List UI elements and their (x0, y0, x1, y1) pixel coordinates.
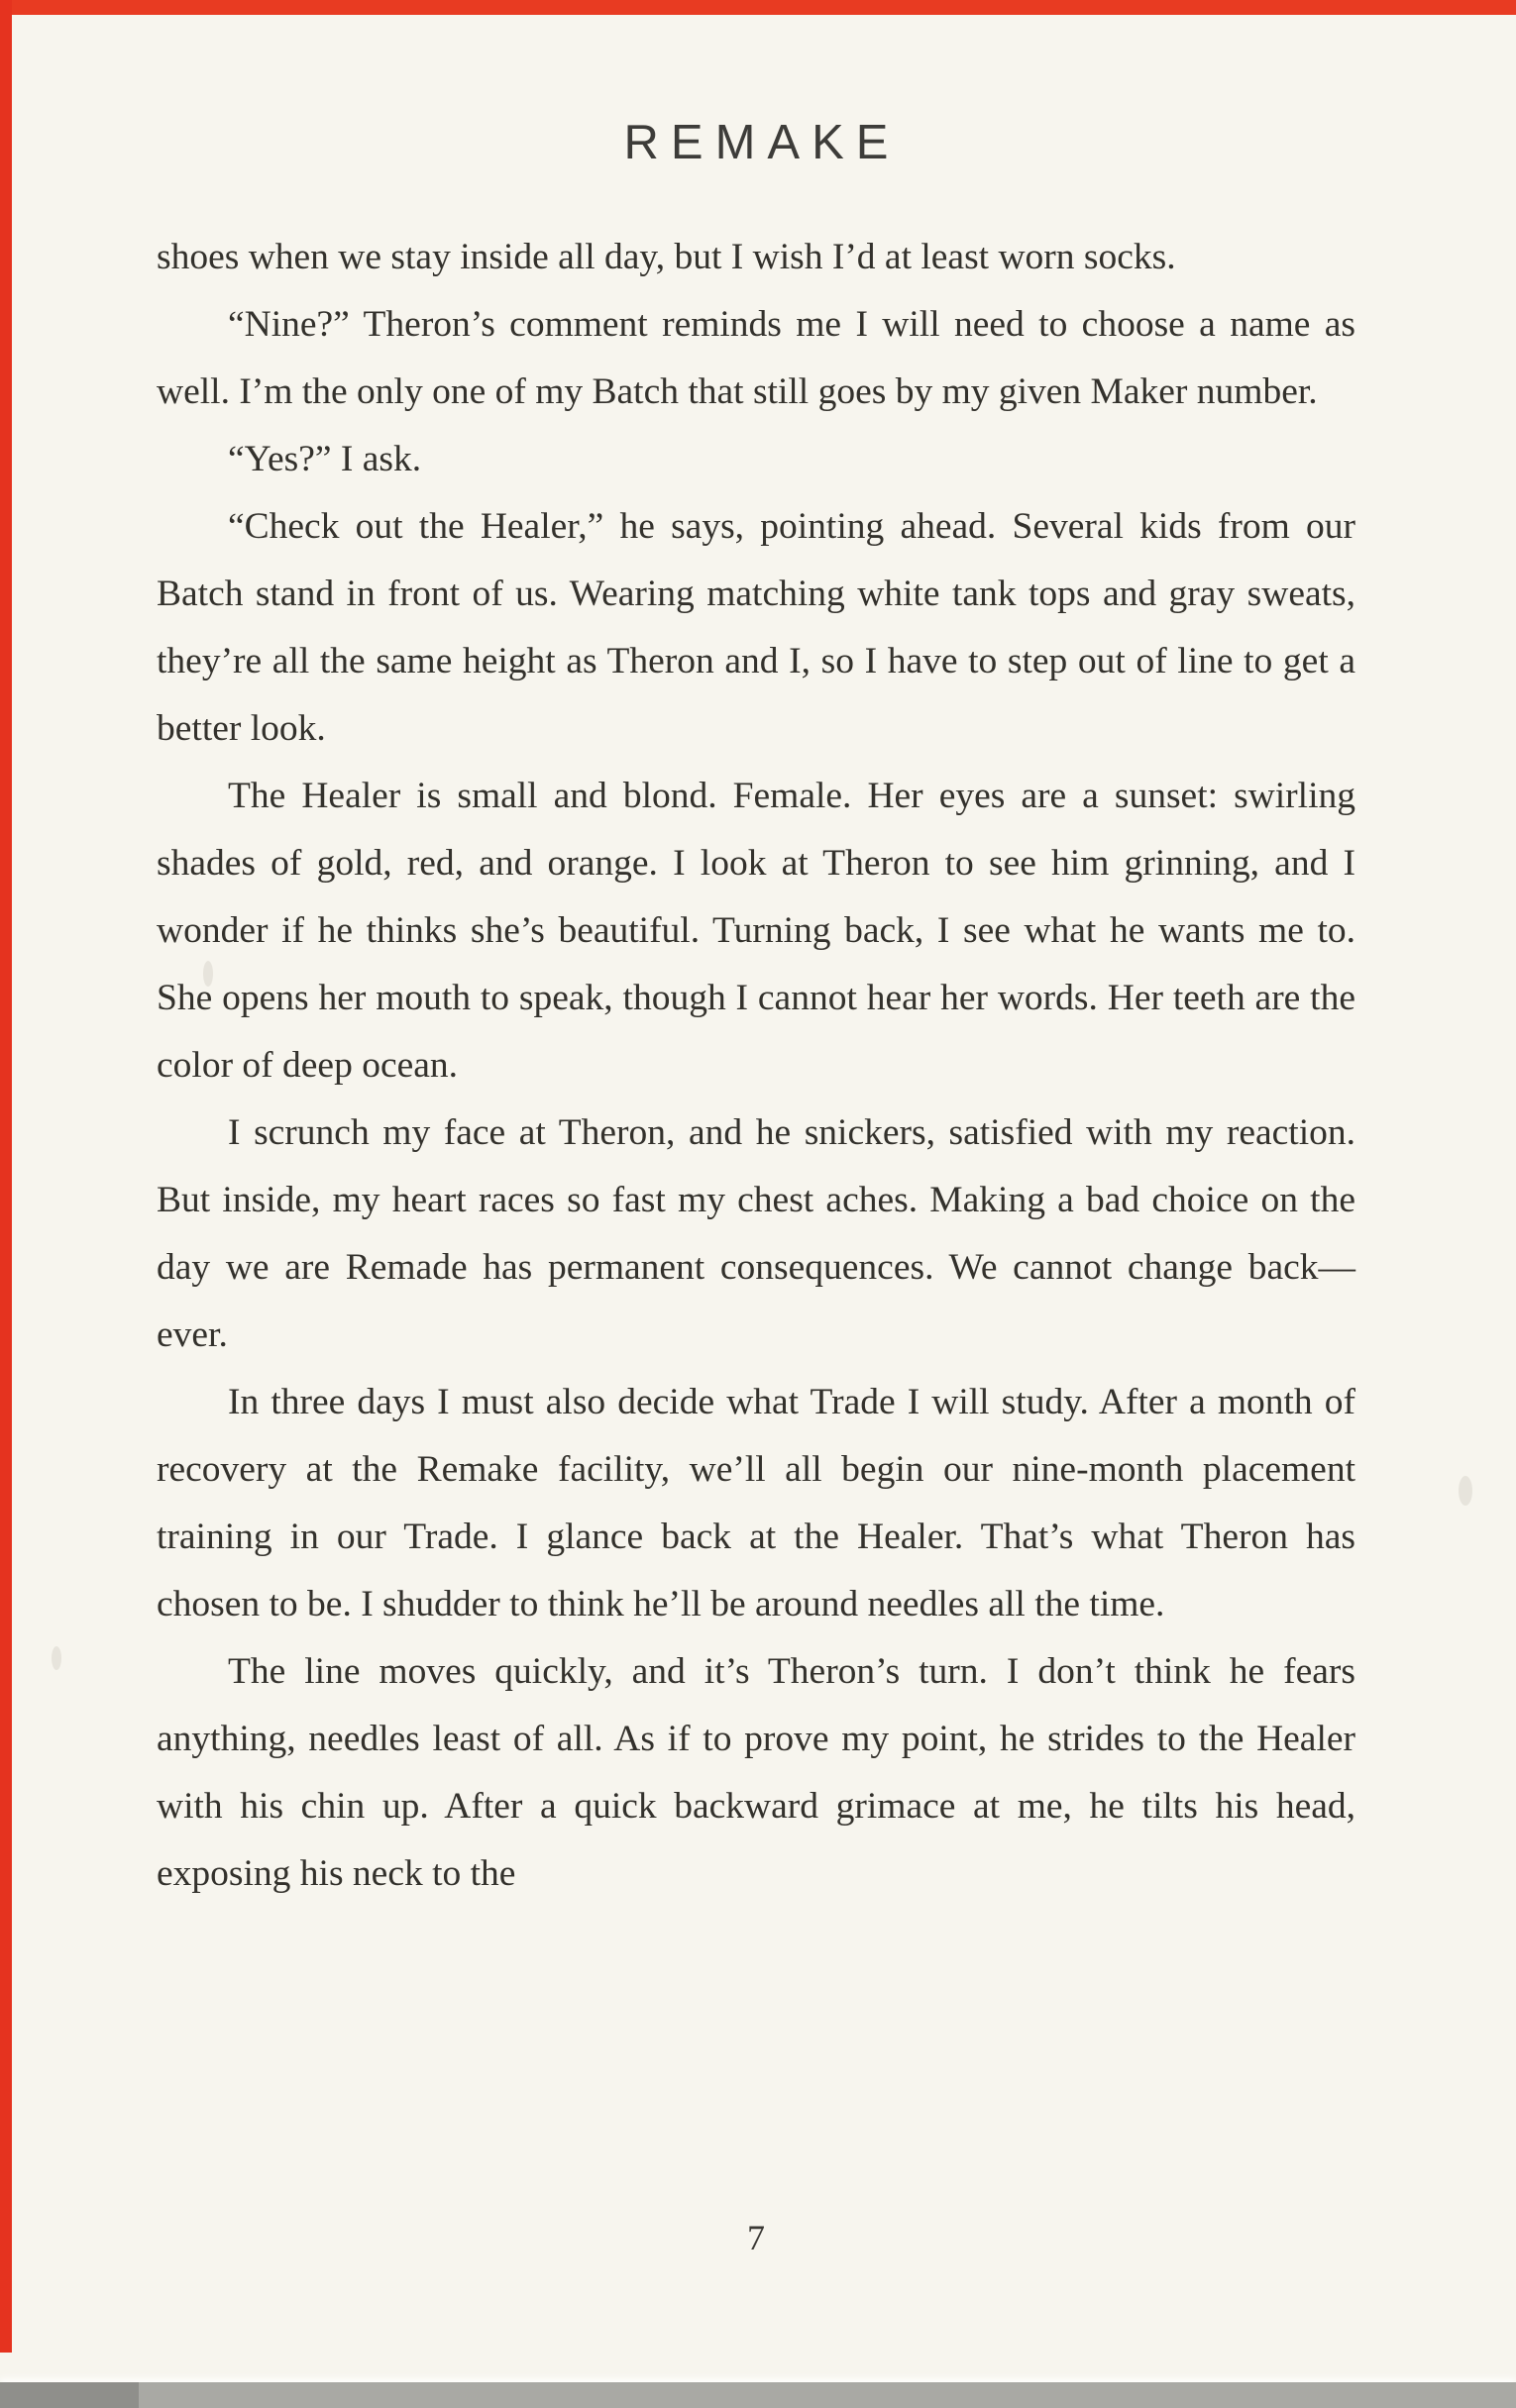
running-head-title: REMAKE (623, 116, 901, 169)
paragraph: “Check out the Healer,” he says, pointing ahead. Several kids from our Batch stand in front of us. Wearing matching white tank tops and gray sweats, they’re all the same height as Theron and I, so I have to step out of line to get a better look. (157, 506, 1355, 749)
paper-blemish (1459, 1476, 1472, 1506)
paragraph: shoes when we stay inside all day, but I wish I’d at least worn socks. (157, 237, 1176, 277)
paragraph: I scrunch my face at Theron, and he snickers, satisfied with my reaction. But inside, my heart races so fast my chest aches. Making a bad choice on the day we are Remade has permanent consequences. We cannot change back—ever. (157, 1112, 1355, 1355)
scan-edge-bottom (0, 2382, 1516, 2408)
paper-blemish (52, 1646, 61, 1670)
paragraph: In three days I must also decide what Trade I will study. After a month of recovery at the Remake facility, we’ll all begin our nine-month placement training in our Trade. I glance back at the Healer. That’s what Theron has chosen to be. I shudder to think he’ll be around needles all the time. (157, 1382, 1355, 1624)
paper-blemish (203, 961, 213, 987)
body-text (157, 224, 1355, 1908)
page-number: 7 (747, 2218, 765, 2257)
scan-edge-left (0, 0, 12, 2353)
paragraph: The Healer is small and blond. Female. Her eyes are a sunset: swirling shades of gold, red, and orange. I look at Theron to see him grinning, and I wonder if he thinks she’s beautiful. Turning back, I see what he wants me to. She opens her mouth to speak, though I cannot hear her words. Her teeth are the color of deep ocean. (157, 776, 1355, 1086)
paragraph: The line moves quickly, and it’s Theron’s turn. I don’t think he fears anything, needles least of all. As if to prove my point, he strides to the Healer with his chin up. After a quick backward grimace at me, he tilts his head, exposing his neck to the (157, 1651, 1355, 1894)
paragraph: “Nine?” Theron’s comment reminds me I will need to choose a name as well. I’m the only one of my Batch that still goes by my given Maker number. (157, 304, 1355, 412)
paragraph: “Yes?” I ask. (228, 439, 422, 479)
scan-edge-top (0, 0, 1516, 15)
